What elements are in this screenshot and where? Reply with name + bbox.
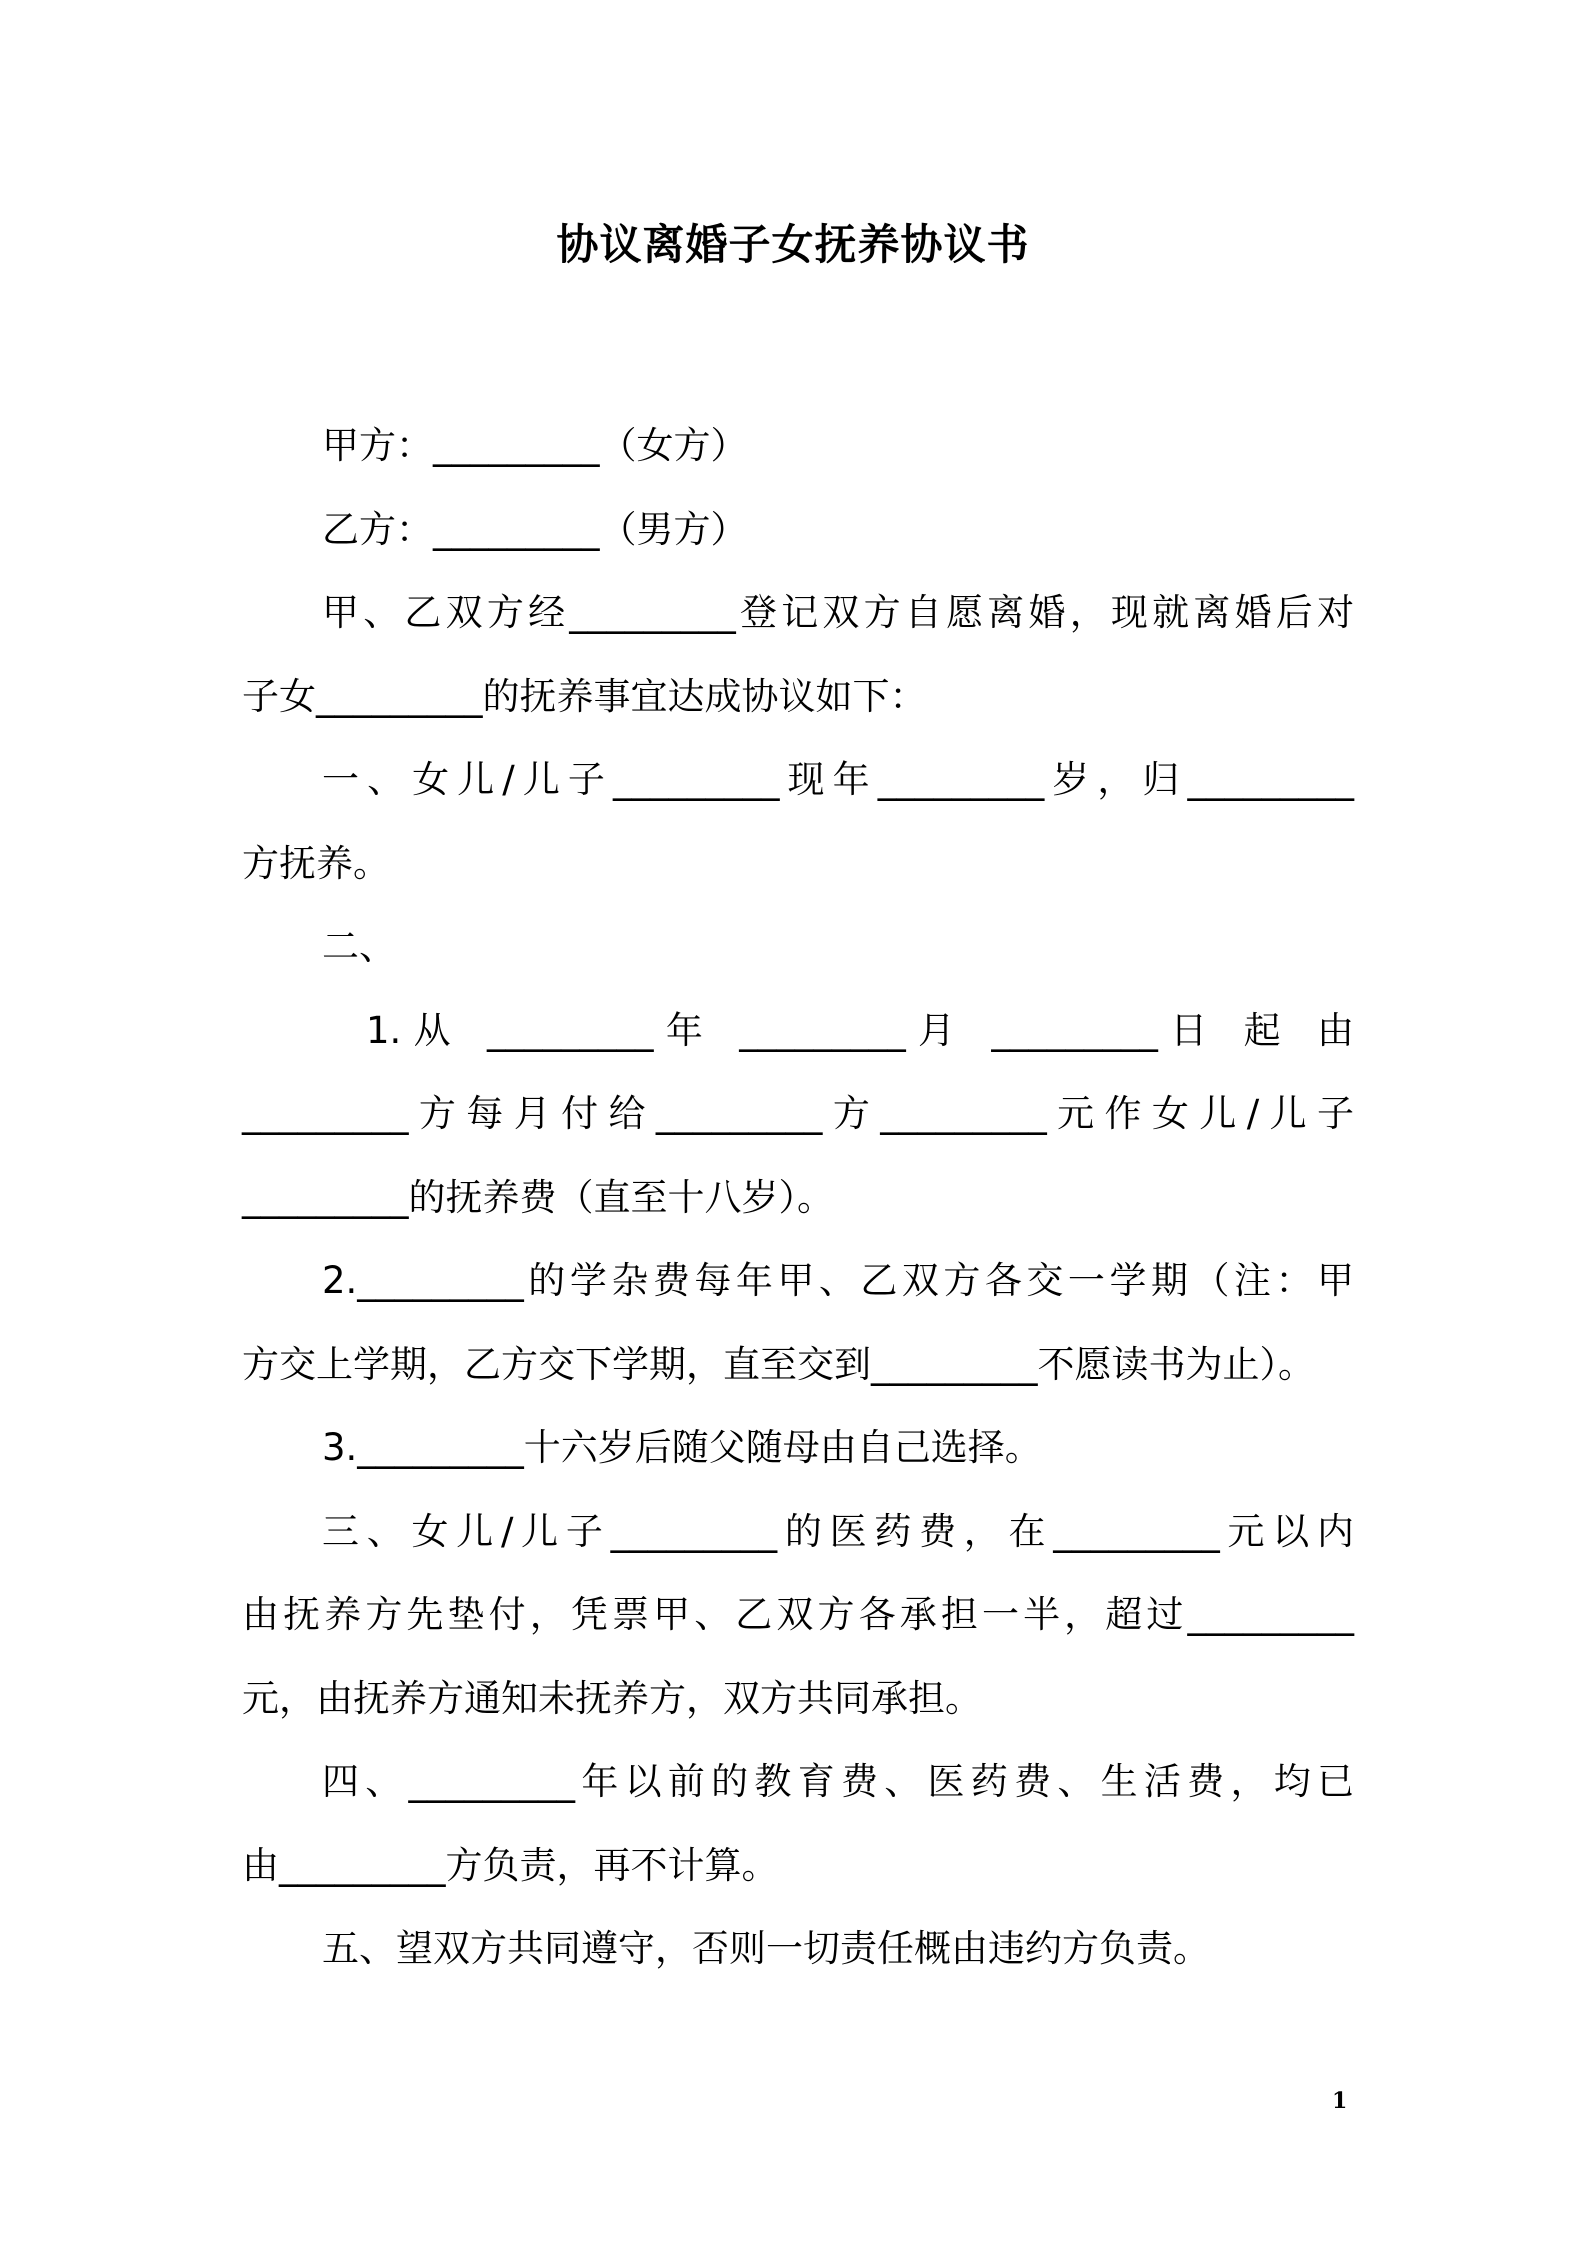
clause-1-line-2: 方抚养。 xyxy=(242,841,390,885)
clause-5: 五、望双方共同遵守，否则一切责任概由违约方负责。 xyxy=(322,1927,1210,1970)
clause-2-item-2-line-2: 方交上学期，乙方交下学期，直至交到_________不愿读书为止）。 xyxy=(242,1342,1315,1386)
clause-3-line-3: 元，由抚养方通知未抚养方，双方共同承担。 xyxy=(242,1676,982,1720)
document-title: 协议离婚子女抚养协议书 xyxy=(556,220,1030,269)
page-number: 1 xyxy=(1332,2088,1348,2114)
clause-2-item-1-line-2: _________方每月付给_________方_________元作女儿/儿子 xyxy=(242,1092,1354,1135)
clause-3-line-1: 三、女儿/儿子_________的医药费，在_________元以内 xyxy=(322,1509,1354,1553)
party-a-line: 甲方：_________（女方） xyxy=(322,424,748,467)
clause-4-line-1: 四、_________年以前的教育费、医药费、生活费，均已 xyxy=(322,1760,1354,1803)
clause-2-heading: 二、 xyxy=(322,925,396,968)
clause-2-item-1-line-1: 1.从 _________年 _________月 _________日 起 由 xyxy=(366,1008,1354,1052)
document-body xyxy=(242,404,1354,1991)
clause-3-line-2: 由抚养方先垫付，凭票甲、乙双方各承担一半，超过_________ xyxy=(242,1593,1354,1636)
preamble-line-2: 子女_________的抚养事宜达成协议如下： xyxy=(242,674,927,718)
party-b-line: 乙方：_________（男方） xyxy=(322,507,748,551)
clause-1-line-1: 一、女儿/儿子_________现年_________岁，归_________ xyxy=(322,758,1354,801)
clause-2-item-3: 3._________十六岁后随父随母由自己选择。 xyxy=(322,1426,1042,1469)
preamble-line-1: 甲、乙双方经_________登记双方自愿离婚，现就离婚后对 xyxy=(322,591,1354,634)
clause-2-item-1-line-3: _________的抚养费（直至十八岁）。 xyxy=(242,1175,834,1219)
clause-2-item-2-line-1: 2._________的学杂费每年甲、乙双方各交一学期（注：甲 xyxy=(322,1259,1354,1302)
clause-4-line-2: 由_________方负责，再不计算。 xyxy=(242,1843,779,1887)
